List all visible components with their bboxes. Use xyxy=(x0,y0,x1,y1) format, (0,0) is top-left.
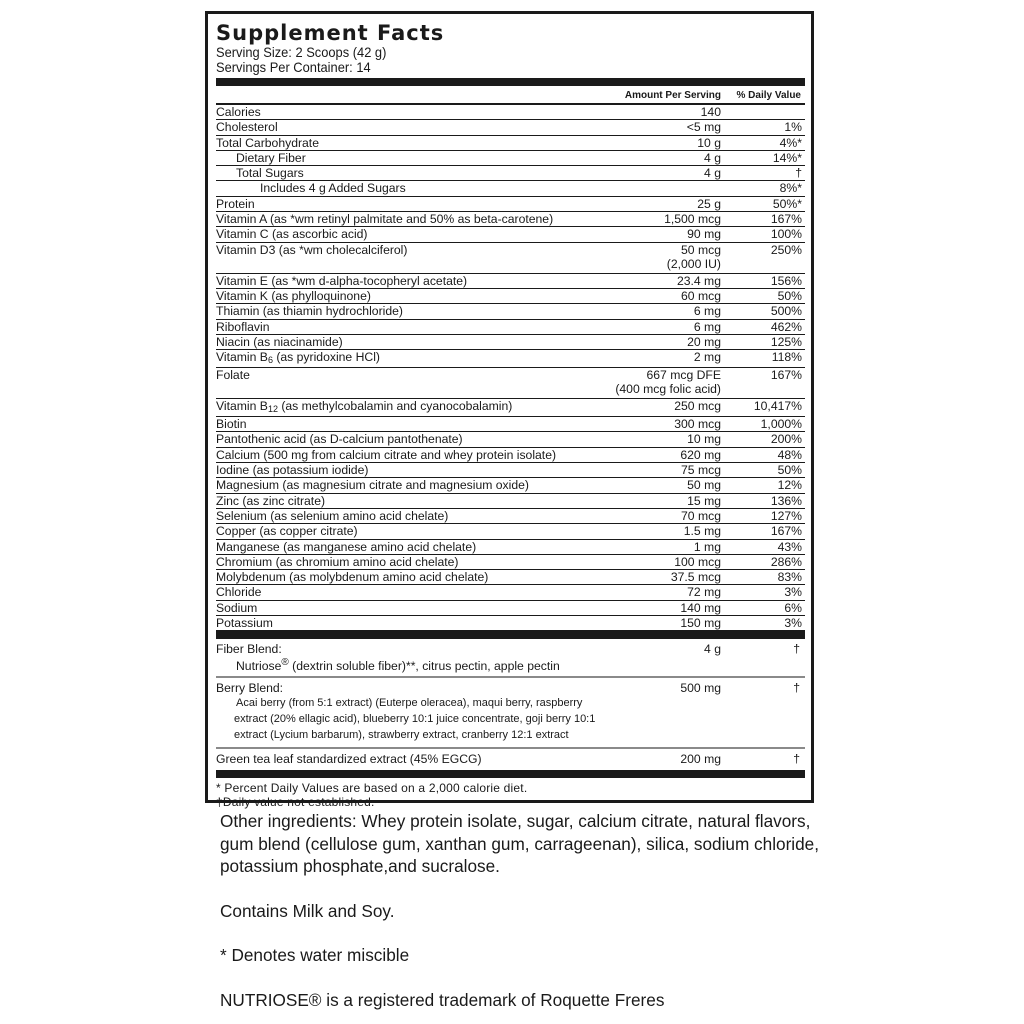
nutrient-name: Vitamin A (as *wm retinyl palmitate and 50% as beta-carotene) xyxy=(216,212,554,227)
blend-row xyxy=(216,678,805,749)
thick-divider xyxy=(216,78,805,86)
nutrient-name: Zinc (as zinc citrate) xyxy=(216,493,326,508)
nutrient-daily-value: 8%* xyxy=(779,181,802,196)
nutrient-row xyxy=(216,335,805,350)
nutrient-row xyxy=(216,417,805,432)
nutrient-row xyxy=(216,243,805,274)
nutrient-daily-value: 250% xyxy=(770,242,802,257)
allergen-statement: Contains Milk and Soy. xyxy=(220,900,395,921)
footnote-dv: * Percent Daily Values are based on a 2,000 calorie diet. xyxy=(216,781,528,796)
nutrient-name: Cholesterol xyxy=(216,120,278,135)
blend-amount: 4 g xyxy=(704,642,721,657)
nutrient-name: Pantothenic acid (as D-calcium pantothenate) xyxy=(216,432,463,447)
nutrient-daily-value: 4%* xyxy=(779,135,802,150)
nutrient-daily-value: † xyxy=(795,166,802,181)
nutrient-row xyxy=(216,463,805,478)
nutrient-name: Calcium (500 mg from calcium citrate and whey protein isolate) xyxy=(216,447,557,462)
blend-detail-line: extract (Lycium barbarum), strawberry extract, cranberry 12:1 extract xyxy=(234,729,569,742)
nutrient-daily-value: 12% xyxy=(777,478,802,493)
nutrient-name: Niacin (as niacinamide) xyxy=(216,334,343,349)
nutrient-daily-value: 1,000% xyxy=(760,417,802,432)
blend-detail-line: Acai berry (from 5:1 extract) (Euterpe oleracea), maqui berry, raspberry xyxy=(236,697,583,710)
nutrient-row xyxy=(216,399,805,417)
nutrient-amount: 20 mg xyxy=(687,334,721,349)
nutrient-amount: 250 mcg xyxy=(674,399,721,414)
nutrient-amount: 140 xyxy=(700,105,721,119)
nutrient-amount: 100 mcg xyxy=(674,554,721,569)
nutrient-daily-value: 3% xyxy=(784,585,802,600)
nutrient-amount: 75 mcg xyxy=(681,463,721,478)
nutrient-name: Vitamin $B_6$ (as pyridoxine HCl) xyxy=(216,350,380,366)
nutrient-name: Chloride xyxy=(216,585,262,600)
nutrient-row xyxy=(216,585,805,600)
nutrient-daily-value: 50%* xyxy=(772,196,802,211)
nutrient-row xyxy=(216,274,805,289)
nutrient-daily-value: 1% xyxy=(784,120,802,135)
nutrient-name: Folate xyxy=(216,368,250,383)
blend-name: Berry Blend: xyxy=(216,681,284,696)
nutrient-amount: 60 mcg xyxy=(681,288,721,303)
nutrient-amount: 4 g xyxy=(704,150,721,165)
nutrient-row xyxy=(216,555,805,570)
nutrient-daily-value: 6% xyxy=(784,600,802,615)
nutrient-amount: 4 g xyxy=(704,166,721,181)
nutrient-amount: 140 mg xyxy=(680,600,721,615)
nutrient-table xyxy=(216,105,805,631)
nutrient-daily-value: 156% xyxy=(770,273,802,288)
blend-name: Fiber Blend: xyxy=(216,642,282,657)
nutrient-amount: 2 mg xyxy=(693,350,721,365)
nutrient-amount: 70 mcg xyxy=(681,508,721,523)
nutrient-row xyxy=(216,570,805,585)
nutrient-name: Biotin xyxy=(216,417,247,432)
supplement-facts-inner xyxy=(216,14,805,809)
blend-daily-value: † xyxy=(793,681,800,696)
blend-name: Green tea leaf standardized extract (45% EGCG) xyxy=(216,752,482,767)
nutrient-daily-value: 10,417% xyxy=(753,399,802,414)
daily-value-column-header: % Daily Value xyxy=(736,90,801,101)
nutrient-daily-value: 167% xyxy=(770,368,802,383)
nutrient-amount: 23.4 mg xyxy=(676,273,721,288)
nutrient-daily-value: 125% xyxy=(770,334,802,349)
nutrient-name: Sodium xyxy=(216,600,258,615)
nutrient-row xyxy=(216,136,805,151)
nutrient-amount: 1.5 mg xyxy=(683,524,721,539)
nutrient-amount: 37.5 mcg xyxy=(670,570,721,585)
nutrient-amount: <5 mg xyxy=(686,120,721,135)
nutrient-daily-value: 14%* xyxy=(772,150,802,165)
blend-daily-value: † xyxy=(793,752,800,767)
column-header-row xyxy=(216,86,805,105)
amount-column-header: Amount Per Serving xyxy=(624,90,721,101)
nutrient-row xyxy=(216,601,805,616)
nutrient-daily-value: 462% xyxy=(770,319,802,334)
nutrient-name: Total Sugars xyxy=(236,166,304,181)
nutrient-name: Total Carbohydrate xyxy=(216,135,319,150)
nutrient-row xyxy=(216,432,805,447)
nutrient-row xyxy=(216,616,805,631)
nutrient-name: Manganese (as manganese amino acid chelate) xyxy=(216,539,477,554)
nutrient-name: Vitamin D3 (as *wm cholecalciferol) xyxy=(216,242,408,257)
nutrient-daily-value: 167% xyxy=(770,212,802,227)
nutrient-amount: 10 g xyxy=(697,135,721,150)
nutrient-name: Copper (as copper citrate) xyxy=(216,524,358,539)
nutrient-row xyxy=(216,320,805,335)
nutrient-row xyxy=(216,166,805,181)
blend-amount: 200 mg xyxy=(680,752,721,767)
nutrient-row xyxy=(216,181,805,196)
nutrient-amount: 50 mcg (2,000 IU) xyxy=(666,242,721,271)
nutrient-row xyxy=(216,289,805,304)
nutrient-row xyxy=(216,448,805,463)
nutrient-amount: 50 mg xyxy=(687,478,721,493)
nutrient-name: Magnesium (as magnesium citrate and magnesium oxide) xyxy=(216,478,529,493)
nutrient-name: Iodine (as potassium iodide) xyxy=(216,463,369,478)
nutrient-name: Selenium (as selenium amino acid chelate) xyxy=(216,508,449,523)
nutrient-row xyxy=(216,478,805,493)
nutrient-row xyxy=(216,350,805,368)
nutrient-name: Thiamin (as thiamin hydrochloride) xyxy=(216,304,403,319)
nutrient-daily-value: 100% xyxy=(770,227,802,242)
nutrient-row xyxy=(216,509,805,524)
below-label-text xyxy=(220,810,820,1011)
nutrient-row xyxy=(216,368,805,399)
blend-row xyxy=(216,639,805,678)
nutrient-daily-value: 50% xyxy=(777,463,802,478)
nutrient-name: Riboflavin xyxy=(216,319,270,334)
nutrient-amount: 6 mg xyxy=(693,319,721,334)
blend-daily-value: † xyxy=(793,642,800,657)
nutrient-daily-value: 167% xyxy=(770,524,802,539)
nutrient-name: Potassium xyxy=(216,616,273,631)
nutrient-amount: 1,500 mcg xyxy=(664,212,721,227)
supplement-facts-panel xyxy=(205,11,814,810)
nutrient-name: Calories xyxy=(216,105,261,119)
nutrient-amount: 6 mg xyxy=(693,304,721,319)
nutrient-row xyxy=(216,304,805,319)
water-miscible-note: * Denotes water miscible xyxy=(220,945,410,965)
nutrient-row xyxy=(216,151,805,166)
nutrient-daily-value: 83% xyxy=(777,570,802,585)
nutrient-name: Chromium (as chromium amino acid chelate) xyxy=(216,554,459,569)
blend-detail: Nutriose® (dextrin soluble fiber)**, citrus pectin, apple pectin xyxy=(236,657,560,674)
nutrient-daily-value: 286% xyxy=(770,554,802,569)
nutrient-name: Molybdenum (as molybdenum amino acid chelate) xyxy=(216,570,489,585)
nutrient-name: Vitamin $B_{12}$ (as methylcobalamin and cyanocobalamin) xyxy=(216,399,513,415)
nutrient-daily-value: 3% xyxy=(784,616,802,631)
nutrient-name: Dietary Fiber xyxy=(236,150,306,165)
nutrient-row xyxy=(216,197,805,212)
nutrient-row xyxy=(216,120,805,135)
footnote-dagger: †Daily value not established. xyxy=(216,795,375,810)
nutrient-daily-value: 200% xyxy=(770,432,802,447)
blend-table xyxy=(216,639,805,770)
serving-size: Serving Size: 2 Scoops (42 g) xyxy=(216,44,387,60)
other-ingredients: Other ingredients: Whey protein isolate, sugar, calcium citrate, natural flavors, gum blend (cellulose gum, xanthan gum, carrageenan), silica, sodium chloride, potassium phosphate,and sucralose. xyxy=(220,811,820,876)
nutrient-amount: 90 mg xyxy=(687,227,721,242)
nutrient-amount: 150 mg xyxy=(680,616,721,631)
servings-per-container: Servings Per Container: 14 xyxy=(216,59,371,75)
nutrient-row xyxy=(216,212,805,227)
nutrient-row xyxy=(216,524,805,539)
nutrient-daily-value: 136% xyxy=(770,493,802,508)
thick-divider xyxy=(216,770,805,778)
blend-row xyxy=(216,749,805,770)
nutrient-amount: 667 mcg DFE (400 mcg folic acid) xyxy=(615,368,721,397)
nutrient-name: Includes 4 g Added Sugars xyxy=(260,181,406,196)
nutrient-amount: 25 g xyxy=(697,196,721,211)
footnotes xyxy=(216,778,805,809)
nutrient-amount: 1 mg xyxy=(693,539,721,554)
nutrient-daily-value: 118% xyxy=(771,350,802,365)
nutrient-name: Vitamin E (as *wm d-alpha-tocopheryl acetate) xyxy=(216,273,468,288)
nutrient-amount: 10 mg xyxy=(687,432,721,447)
thick-divider xyxy=(216,631,805,639)
nutrient-amount: 300 mcg xyxy=(674,417,721,432)
nutrient-row xyxy=(216,227,805,242)
nutrient-name: Protein xyxy=(216,196,255,211)
nutrient-row xyxy=(216,540,805,555)
nutrient-amount: 620 mg xyxy=(680,447,721,462)
nutrient-daily-value: 127% xyxy=(770,508,802,523)
nutrient-name: Vitamin C (as ascorbic acid) xyxy=(216,227,368,242)
panel-title: Supplement Facts xyxy=(216,21,445,45)
nutrient-daily-value: 50% xyxy=(777,288,802,303)
nutrient-daily-value: 48% xyxy=(777,447,802,462)
blend-detail-line: extract (20% ellagic acid), blueberry 10:1 juice concentrate, goji berry 10:1 xyxy=(234,713,596,726)
nutrient-amount: 15 mg xyxy=(687,493,721,508)
nutrient-daily-value: 43% xyxy=(777,539,802,554)
nutrient-daily-value: 500% xyxy=(770,304,802,319)
nutrient-row xyxy=(216,494,805,509)
blend-amount: 500 mg xyxy=(680,681,721,696)
nutrient-name: Vitamin K (as phylloquinone) xyxy=(216,288,371,303)
nutrient-amount: 72 mg xyxy=(687,585,721,600)
nutrient-row xyxy=(216,105,805,120)
trademark-note: NUTRIOSE® is a registered trademark of Roquette Freres xyxy=(220,989,665,1010)
